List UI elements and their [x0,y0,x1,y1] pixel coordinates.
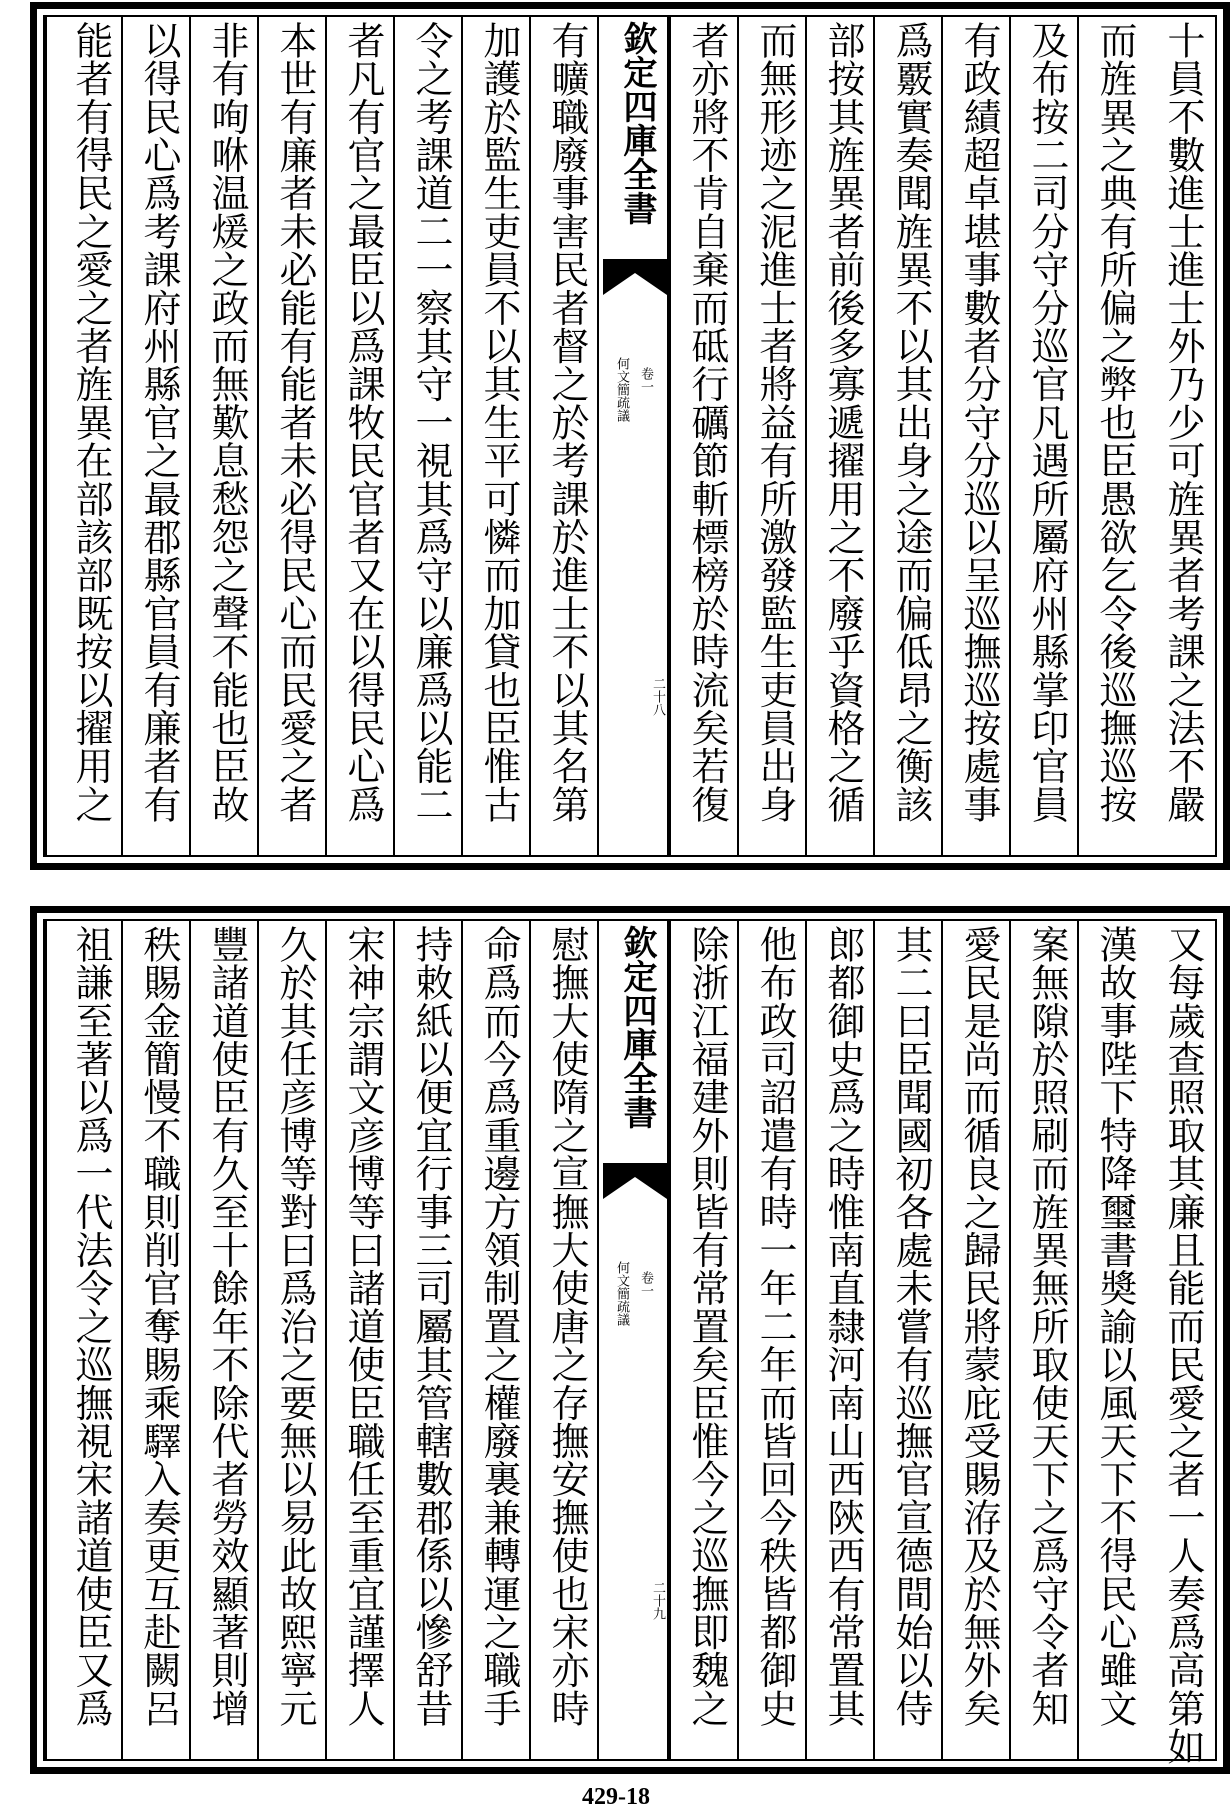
collection-title: 欽定四庫全書 [617,21,657,225]
text-column [737,17,805,855]
fishtail-mark [603,1163,667,1199]
column-text: 慰撫大使隋之宣撫大使唐之存撫安撫使也宋亦時 [545,925,589,1728]
text-column [529,17,597,855]
column-text: 十員不數進士進士外乃少可旌異者考課之法不嚴 [1161,21,1205,824]
column-text: 以得民心爲考課府州縣官之最郡縣官員有廉者有 [137,21,181,824]
column-text: 除浙江福建外則皆有常置矣臣惟今之巡撫即魏之 [685,925,729,1728]
text-column [669,17,737,855]
column-text: 持敕紙以便宜行事三司屬其管轄數郡係以慘舒昔 [409,925,453,1728]
column-text: 有曠職廢事害民者督之於考課於進士不以其名第 [545,21,589,824]
text-column [1009,17,1077,855]
column-text: 久於其任彦博等對曰爲治之要無以易此故熙寧元 [273,925,317,1728]
text-column [189,17,257,855]
column-text: 漢故事陛下特降璽書奬諭以風天下不得民心雖文 [1093,925,1137,1728]
column-text: 部按其旌異者前後多寡遞擢用之不廢乎資格之循 [821,21,865,824]
fishtail-mark [603,259,667,295]
text-column [121,17,189,855]
collection-title: 欽定四庫全書 [617,925,657,1129]
column-text: 及布按二司分守分巡官凡遇所屬府州縣掌印官員 [1025,21,1069,824]
column-text: 愛民是尚而循良之歸民將蒙庇受賜洊及於無外矣 [957,925,1001,1728]
column-text: 而旌異之典有所偏之弊也臣愚欲乞令後巡撫巡按 [1093,21,1137,824]
text-column [873,17,941,855]
text-column [1145,17,1213,855]
book-title: 何文簡疏議 [614,1261,629,1326]
text-column [461,921,529,1759]
text-column [805,921,873,1759]
text-column [461,17,529,855]
column-text: 命爲而今爲重邊方領制置之權廢裏兼轉運之職手 [477,925,521,1728]
text-column [1077,17,1145,855]
top-page [30,2,1230,870]
text-column [941,921,1009,1759]
text-column [325,17,393,855]
column-text: 者亦將不肯自棄而砥行礪節斬標榜於時流矣若復 [685,21,729,824]
column-text: 案無隙於照刷而旌異無所取使天下之爲守令者知 [1025,925,1069,1728]
fold-column [597,17,669,855]
page-footer-label: 429-18 [582,1784,650,1810]
text-column [393,17,461,855]
text-column [45,921,121,1759]
column-text: 非有咰咻温煖之政而無歎息愁怨之聲不能也臣故 [205,21,249,824]
column-text: 有政績超卓堪事數者分守分巡以呈巡撫巡按處事 [957,21,1001,824]
page-number: 二十八 [650,677,665,716]
column-text: 加護於監生吏員不以其生平可憐而加貸也臣惟古 [477,21,521,824]
text-column [257,921,325,1759]
column-text: 而無形迹之泥進士者將益有所激發監生吏員出身 [753,21,797,824]
text-column [805,17,873,855]
text-column [121,921,189,1759]
column-text: 其二曰臣聞國初各處未嘗有巡撫官宣德間始以侍 [889,925,933,1728]
column-text: 宋神宗謂文彦博等曰諸道使臣職任至重宜謹擇人 [341,925,385,1728]
column-text: 令之考課道二一察其守一視其爲守以廉爲以能二 [409,21,453,824]
page-number: 二十九 [650,1581,665,1620]
top-page-frame [43,15,1217,857]
text-column [1077,921,1145,1759]
column-text: 能者有得民之愛之者旌異在部該部既按以擢用之 [69,21,113,824]
text-column [737,921,805,1759]
text-column [1009,921,1077,1759]
text-column [669,921,737,1759]
text-column [941,17,1009,855]
juan-label: 卷一 [638,367,653,393]
column-text: 者凡有官之最臣以爲課牧民官者又在以得民心爲 [341,21,385,824]
book-title: 何文簡疏議 [614,357,629,422]
column-text: 他布政司詔遣有時一年二年而皆回今秩皆都御史 [753,925,797,1728]
text-column [1145,921,1213,1766]
column-text: 又每歲查照取其廉且能而民愛之者一人奏爲高第如 [1161,925,1205,1766]
column-text: 祖謙至著以爲一代法令之巡撫視宋諸道使臣又爲 [69,925,113,1728]
column-text: 爲覈實奏聞旌異不以其出身之途而偏低昂之衡該 [889,21,933,824]
text-column [325,921,393,1759]
bottom-page-frame [43,919,1217,1766]
column-text: 郎都御史爲之時惟南直隸河南山西陝西有常置其 [821,925,865,1728]
bottom-page [30,906,1230,1774]
text-column [189,921,257,1759]
column-text: 豐諸道使臣有久至十餘年不除代者勞效顯著則增 [205,925,249,1728]
text-column [257,17,325,855]
column-text: 秩賜金簡慢不職則削官奪賜乘驛入奏更互赴闕呂 [137,925,181,1728]
text-column [873,921,941,1759]
text-column [393,921,461,1759]
fold-column [597,921,669,1759]
column-text: 本世有廉者未必能有能者未必得民心而民愛之者 [273,21,317,824]
text-column [529,921,597,1759]
juan-label: 卷一 [638,1271,653,1297]
text-column [45,17,121,855]
